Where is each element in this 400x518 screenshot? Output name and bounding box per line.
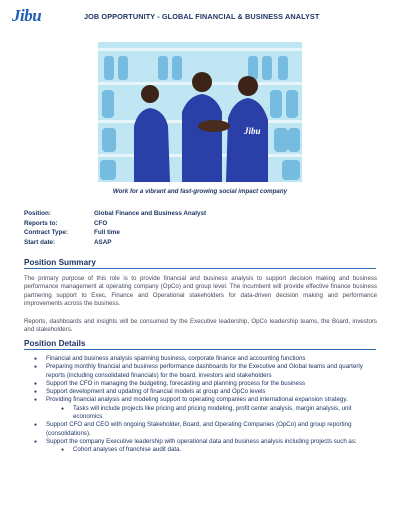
meta-row-reports-to: Reports to: CFO <box>24 219 108 227</box>
meta-row-position: Position: Global Finance and Business Analyst <box>24 210 207 218</box>
summary-paragraph-2: Reports, dashboards and insights will be consumed by the Executive leadership, OpCo leadership teams, the Board, investors and stakeholders. <box>24 318 377 334</box>
section-heading-details: Position Details <box>24 339 376 350</box>
list-item: ● Support the company Executive leadership with operational data and business analysis including projects such as: <box>34 438 374 446</box>
summary-paragraph-1: The primary purpose of this role is to provide financial and business analysis to support decision making and business performance management at operating company (OpCo) and group level. The incumbent will provide effective finance business partnering support to Exec, Finance and Operational stakeholders for data-driven decision making and performance improvements across the business. <box>24 275 377 307</box>
list-item: ● Financial and business analysis spanning business, corporate finance and accounting functions <box>34 355 374 363</box>
list-item: ● Providing financial analysis and modeling support to operating companies and international expansion strategy. <box>34 396 374 404</box>
page-title: JOB OPPORTUNITY - GLOBAL FINANCIAL & BUSINESS ANALYST <box>84 12 320 21</box>
section-heading-summary: Position Summary <box>24 258 376 269</box>
meta-row-start-date: Start date: ASAP <box>24 239 112 247</box>
list-item: ● Support development and updating of financial models at group and OpCo levels <box>34 388 374 396</box>
meta-row-contract-type: Contract Type: Full time <box>24 229 120 237</box>
position-meta <box>24 209 206 247</box>
shirt-logo: Jibu <box>244 126 261 136</box>
list-item: ● Cohort analyses of franchise audit data. <box>34 446 374 454</box>
jibu-logo: Jibu <box>12 6 42 25</box>
list-item: ● Tasks will include projects like pricing and pricing modeling, profit center analysis, margin analysis, unit economics <box>34 405 374 422</box>
list-item: ● Support the CFO in managing the budgeting, forecasting and planning process for the business <box>34 380 374 388</box>
list-item: ● Preparing monthly financial and business performance dashboards for the Executive and Global teams and quarterly reports (including consolidated financials) for the board, investors and stakeholders <box>34 363 374 380</box>
list-item: ● Support CFO and CEO with ongoing Stakeholder, Board, and Operating Companies (OpCo) and group reporting (consolidations). <box>34 421 374 438</box>
details-list <box>34 355 374 455</box>
team-photo <box>98 42 302 182</box>
photo-caption: Work for a vibrant and fast-growing social impact company <box>112 188 288 195</box>
